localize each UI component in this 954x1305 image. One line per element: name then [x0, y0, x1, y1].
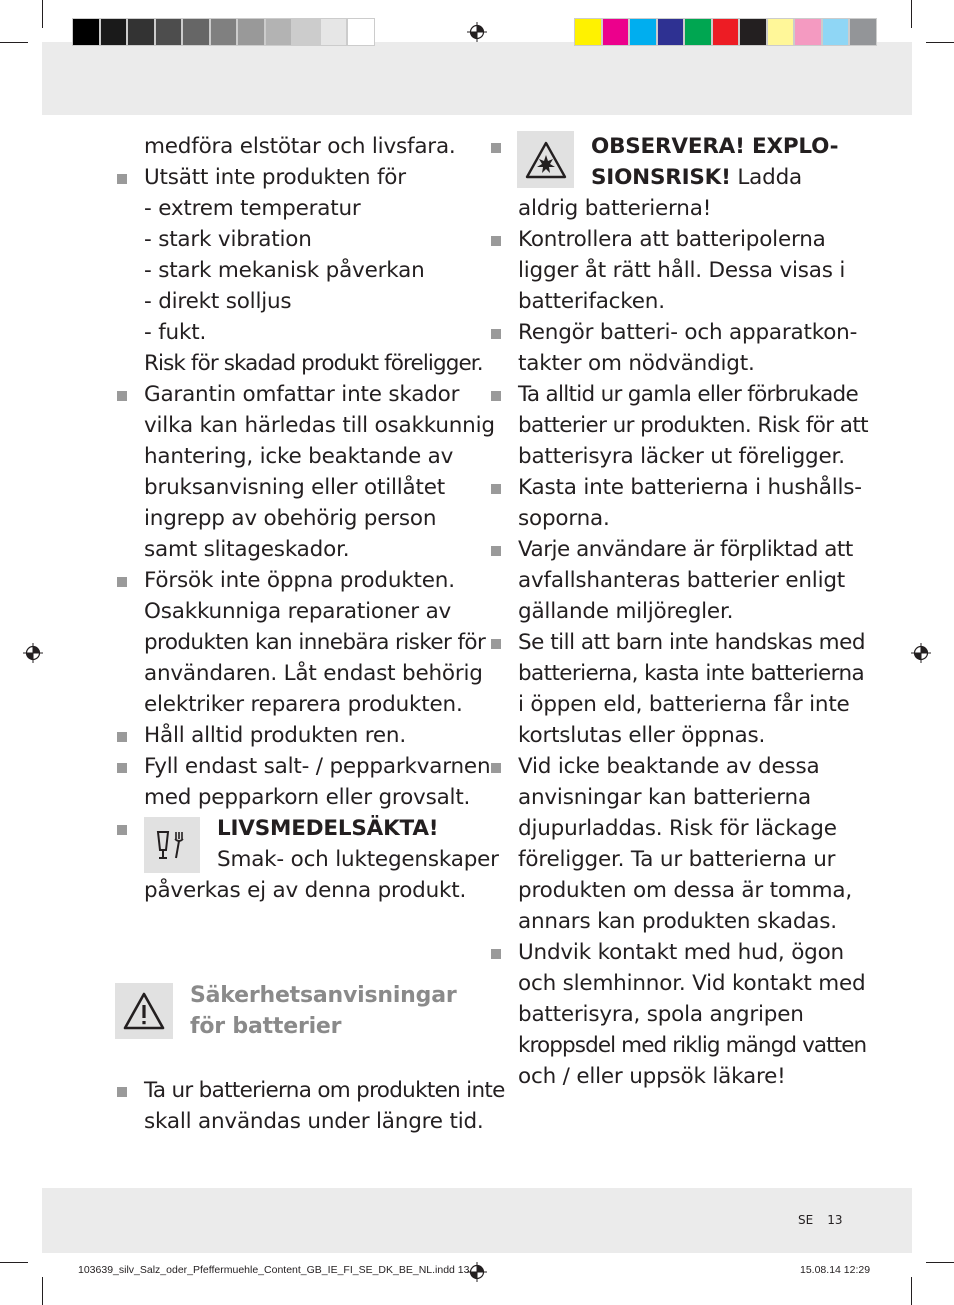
page-footer	[798, 1213, 842, 1227]
list-item: Fyll endast salt- / pepparkvarnen	[144, 754, 491, 779]
color-swatch	[574, 18, 602, 46]
crop-mark	[0, 42, 28, 43]
text-line: medföra elstötar och livsfara.	[144, 134, 456, 159]
gray-swatch	[72, 18, 100, 46]
grayscale-color-bar	[72, 18, 375, 46]
text-line: kroppsdel med riklig mängd vatten	[518, 1033, 867, 1058]
text-line: annars kan produkten skadas.	[518, 909, 837, 934]
text-line: takter om nödvändigt.	[518, 351, 755, 376]
list-item: Håll alltid produkten ren.	[144, 723, 406, 748]
text-line: Smak- och luktegenskaper	[217, 847, 499, 872]
list-item: Rengör batteri- och apparatkon-	[518, 320, 858, 345]
color-swatch	[602, 18, 630, 46]
crop-mark	[926, 1262, 954, 1263]
text-line: bruksanvisning eller otillåtet	[144, 475, 446, 500]
gray-swatch	[347, 18, 375, 46]
food-safe-title: LIVSMEDELSÄKTA!	[217, 816, 439, 841]
color-swatch	[822, 18, 850, 46]
text-line: Risk för skadad produkt föreligger.	[144, 351, 483, 376]
page-number: 13	[827, 1213, 843, 1227]
list-item: Kontrollera att batteripolerna	[518, 227, 826, 252]
registration-mark-icon	[467, 22, 487, 42]
header-band	[42, 42, 912, 115]
battery-removal-item	[113, 1075, 505, 1137]
color-swatch	[657, 18, 685, 46]
text-line: Osakkunniga reparationer av	[144, 599, 452, 624]
registration-mark-icon	[911, 643, 931, 663]
list-item: Ta ur batterierna om produkten inte	[144, 1078, 505, 1103]
text-line: hantering, icke beaktande av	[144, 444, 454, 469]
print-timestamp: 15.08.14 12:29	[800, 1264, 871, 1276]
text-line: gällande miljöregler.	[518, 599, 734, 624]
text-line: anvisningar kan batterierna	[518, 785, 811, 810]
color-swatch	[739, 18, 767, 46]
footer-band	[42, 1188, 912, 1253]
list-item: Kasta inte batterierna i hushålls-	[518, 475, 862, 500]
color-swatch	[712, 18, 740, 46]
text-line: föreligger. Ta ur batterierna ur	[518, 847, 836, 872]
warning-title: OBSERVERA! EXPLO-	[591, 134, 839, 159]
crop-mark	[42, 0, 43, 28]
text-line: ingrepp av obehörig person	[144, 506, 437, 531]
list-item	[487, 131, 847, 162]
text-line: aldrig batterierna!	[518, 196, 712, 221]
text-line: avfallshanteras batterier enligt	[518, 568, 846, 593]
text-line: produkten om dessa är tomma,	[518, 878, 852, 903]
text-line: elektriker reparera produkten.	[144, 692, 463, 717]
text-line: batterierna, kasta inte batterierna	[518, 661, 865, 686]
text-line: - extrem temperatur	[144, 196, 361, 221]
text-line: - stark vibration	[144, 227, 312, 252]
crop-mark	[926, 42, 954, 43]
gray-swatch	[265, 18, 293, 46]
text-line: kortslutas eller öppnas.	[518, 723, 766, 748]
gray-swatch	[210, 18, 238, 46]
language-code: SE	[798, 1213, 814, 1227]
text-line: i öppen eld, batterierna får inte	[518, 692, 850, 717]
crop-mark	[42, 1277, 43, 1305]
text-line: samt slitageskador.	[144, 537, 350, 562]
text-line: - fukt.	[144, 320, 207, 345]
list-item: Ta alltid ur gamla eller förbrukade	[518, 382, 859, 407]
registration-mark-icon	[467, 1262, 487, 1282]
gray-swatch	[127, 18, 155, 46]
color-swatch	[794, 18, 822, 46]
text-line: SIONSRISK! Ladda	[591, 165, 803, 190]
section-heading: Säkerhetsanvisningar för batterier	[190, 983, 457, 1039]
list-item: Garantin omfattar inte skador	[144, 382, 460, 407]
process-color-bar	[574, 18, 877, 46]
gray-swatch	[182, 18, 210, 46]
right-column	[487, 131, 868, 1092]
text-line: - stark mekanisk påverkan	[144, 258, 425, 283]
list-item: Vid icke beaktande av dessa	[518, 754, 820, 779]
crop-mark	[911, 1277, 912, 1305]
text-line: batterier ur produkten. Risk för att	[518, 413, 868, 438]
text-line: batterisyra läcker ut föreligger.	[518, 444, 845, 469]
text-line: och / eller uppsök läkare!	[518, 1064, 786, 1089]
text-line: produkten kan innebära risker för	[144, 630, 486, 655]
color-swatch	[684, 18, 712, 46]
text-line: och slemhinnor. Vid kontakt med	[518, 971, 866, 996]
gray-swatch	[100, 18, 128, 46]
file-slug: 103639_silv_Salz_oder_Pfeffermuehle_Content_GB_IE_FI_SE_DK_BE_NL.indd 13	[78, 1264, 470, 1276]
list-item: Undvik kontakt med hud, ögon	[518, 940, 844, 965]
gray-swatch	[237, 18, 265, 46]
color-swatch	[629, 18, 657, 46]
text-line: ligger åt rätt håll. Dessa visas i	[518, 258, 846, 283]
registration-mark-icon	[23, 643, 43, 663]
crop-mark	[0, 1262, 28, 1263]
gray-swatch	[155, 18, 183, 46]
list-item: Se till att barn inte handskas med	[518, 630, 865, 655]
text-line: batterifacken.	[518, 289, 665, 314]
text-line: påverkas ej av denna produkt.	[144, 878, 467, 903]
crop-mark	[911, 0, 912, 28]
warning-icon	[115, 983, 173, 1039]
food-safe-icon	[144, 817, 200, 873]
list-item: Försök inte öppna produkten.	[144, 568, 455, 593]
text-line: med pepparkorn eller grovsalt.	[144, 785, 471, 810]
list-item: Utsätt inte produkten för	[144, 165, 406, 190]
gray-swatch	[292, 18, 320, 46]
left-column	[113, 131, 499, 906]
text-line: skall användas under längre tid.	[144, 1109, 484, 1134]
text-line: vilka kan härledas till osakkunnig	[144, 413, 495, 438]
list-item: Varje användare är förpliktad att	[518, 537, 853, 562]
text-line: - direkt solljus	[144, 289, 292, 314]
text-line: batterisyra, spola angripen	[518, 1002, 804, 1027]
gray-swatch	[320, 18, 348, 46]
text-line: soporna.	[518, 506, 610, 531]
text-line: djupurladdas. Risk för läckage	[518, 816, 837, 841]
color-swatch	[767, 18, 795, 46]
color-swatch	[849, 18, 877, 46]
text-line: användaren. Låt endast behörig	[144, 661, 483, 686]
